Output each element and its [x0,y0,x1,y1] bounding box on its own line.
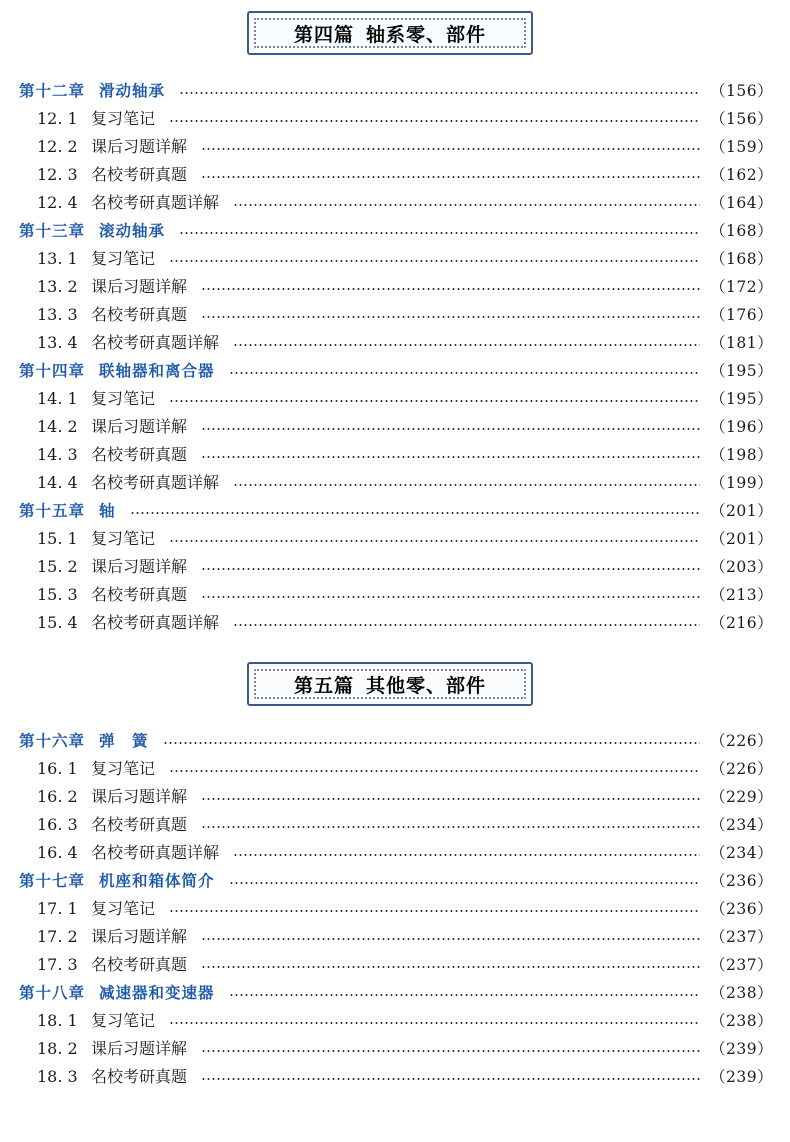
entry-page-number: （226） [710,732,774,750]
dot-leader [169,540,700,542]
entry-page-number: （172） [710,278,774,296]
entry-title: 名校考研真题 [91,585,188,604]
toc-chapter-entry[interactable] [0,867,790,895]
entry-title: 名校考研真题详解 [91,193,220,212]
entry-page-number: （201） [710,502,774,520]
dot-leader [201,568,700,570]
entry-title: 复习笔记 [91,1011,156,1030]
entry-title: 滑动轴承 [99,82,166,100]
dot-leader [201,148,700,150]
entry-number: 13. 4 [37,333,78,352]
entry-title: 弹 簧 [99,732,149,750]
toc-section-entry[interactable] [0,1035,790,1063]
entry-number: 14. 3 [37,445,78,464]
entry-title: 复习笔记 [91,529,156,548]
entry-number: 第十五章 [19,502,86,520]
entry-title: 名校考研真题 [91,445,188,464]
entry-number: 18. 1 [37,1011,78,1030]
entry-title: 课后习题详解 [91,787,188,806]
entry-number: 12. 2 [37,137,78,156]
entry-page-number: （156） [710,82,774,100]
entry-number: 14. 1 [37,389,78,408]
entry-number: 16. 4 [37,843,78,862]
entry-page-number: （168） [710,250,774,268]
entry-page-number: （168） [710,222,774,240]
dot-leader [229,372,700,374]
entry-page-number: （239） [710,1040,774,1058]
part-number: 第五篇 [293,674,354,697]
entry-title: 课后习题详解 [91,417,188,436]
toc-section-entry[interactable] [0,301,790,329]
dot-leader [201,798,700,800]
entry-number: 15. 3 [37,585,78,604]
dot-leader [169,1022,700,1024]
dot-leader [201,316,700,318]
entry-number: 13. 3 [37,305,78,324]
dot-leader [229,994,700,996]
entry-page-number: （201） [710,530,774,548]
entry-number: 15. 2 [37,557,78,576]
toc-section-entry[interactable] [0,609,790,637]
entry-title: 联轴器和离合器 [99,362,215,380]
entry-number: 12. 4 [37,193,78,212]
part-heading-4 [247,11,533,55]
entry-title: 复习笔记 [91,109,156,128]
toc-section-entry[interactable] [0,755,790,783]
entry-number: 15. 1 [37,529,78,548]
entry-number: 18. 3 [37,1067,78,1086]
entry-title: 名校考研真题详解 [91,613,220,632]
dot-leader [169,910,700,912]
dot-leader [233,484,700,486]
entry-title: 名校考研真题 [91,815,188,834]
entry-title: 复习笔记 [91,899,156,918]
toc-section-entry[interactable] [0,525,790,553]
entry-page-number: （181） [710,334,774,352]
entry-page-number: （164） [710,194,774,212]
dot-leader [229,882,700,884]
entry-page-number: （162） [710,166,774,184]
entry-title: 名校考研真题 [91,955,188,974]
toc-section-entry[interactable] [0,133,790,161]
part-heading-title [249,664,531,704]
entry-title: 复习笔记 [91,249,156,268]
toc-section-entry[interactable] [0,189,790,217]
entry-number: 16. 2 [37,787,78,806]
entry-number: 第十六章 [19,732,86,750]
entry-page-number: （236） [710,872,774,890]
dot-leader [233,344,700,346]
toc-section-entry[interactable] [0,895,790,923]
entry-title: 名校考研真题 [91,305,188,324]
entry-page-number: （236） [710,900,774,918]
entry-page-number: （237） [710,956,774,974]
entry-page-number: （234） [710,816,774,834]
toc-chapter-entry[interactable] [0,979,790,1007]
dot-leader [179,232,700,234]
toc-part-5 [0,727,790,1091]
entry-page-number: （238） [710,984,774,1002]
part-name: 轴系零、部件 [366,23,487,46]
entry-page-number: （213） [710,586,774,604]
dot-leader [163,742,700,744]
toc-chapter-entry[interactable] [0,77,790,105]
entry-page-number: （159） [710,138,774,156]
toc-section-entry[interactable] [0,783,790,811]
entry-page-number: （203） [710,558,774,576]
dot-leader [179,92,700,94]
toc-section-entry[interactable] [0,553,790,581]
entry-title: 轴 [99,502,116,520]
dot-leader [233,854,700,856]
toc-section-entry[interactable] [0,273,790,301]
dot-leader [201,1050,700,1052]
entry-title: 课后习题详解 [91,927,188,946]
entry-title: 名校考研真题 [91,1067,188,1086]
toc-section-entry[interactable] [0,161,790,189]
entry-number: 13. 2 [37,277,78,296]
dot-leader [169,400,700,402]
entry-page-number: （239） [710,1068,774,1086]
entry-number: 17. 3 [37,955,78,974]
entry-title: 课后习题详解 [91,557,188,576]
entry-title: 名校考研真题详解 [91,843,220,862]
dot-leader [201,826,700,828]
entry-number: 13. 1 [37,249,78,268]
entry-page-number: （196） [710,418,774,436]
entry-number: 14. 4 [37,473,78,492]
entry-number: 第十三章 [19,222,86,240]
dot-leader [201,288,700,290]
part-heading-5 [247,662,533,706]
entry-number: 14. 2 [37,417,78,436]
dot-leader [201,596,700,598]
entry-page-number: （237） [710,928,774,946]
entry-page-number: （199） [710,474,774,492]
entry-number: 16. 3 [37,815,78,834]
entry-page-number: （238） [710,1012,774,1030]
toc-section-entry[interactable] [0,811,790,839]
entry-title: 名校考研真题详解 [91,473,220,492]
entry-title: 名校考研真题 [91,165,188,184]
entry-page-number: （195） [710,390,774,408]
entry-title: 机座和箱体简介 [99,872,215,890]
entry-page-number: （198） [710,446,774,464]
dot-leader [201,428,700,430]
toc-part-4 [0,77,790,637]
entry-title: 滚动轴承 [99,222,166,240]
toc-chapter-entry[interactable] [0,357,790,385]
entry-number: 17. 2 [37,927,78,946]
dot-leader [201,938,700,940]
toc-section-entry[interactable] [0,245,790,273]
dot-leader [130,512,700,514]
entry-page-number: （176） [710,306,774,324]
toc-chapter-entry[interactable] [0,727,790,755]
toc-chapter-entry[interactable] [0,217,790,245]
entry-title: 课后习题详解 [91,277,188,296]
dot-leader [169,120,700,122]
entry-number: 18. 2 [37,1039,78,1058]
entry-title: 减速器和变速器 [99,984,215,1002]
dot-leader [201,1078,700,1080]
toc-section-entry[interactable] [0,923,790,951]
toc-section-entry[interactable] [0,469,790,497]
dot-leader [201,456,700,458]
entry-title: 名校考研真题详解 [91,333,220,352]
dot-leader [233,624,700,626]
entry-number: 第十七章 [19,872,86,890]
toc-section-entry[interactable] [0,441,790,469]
entry-number: 第十八章 [19,984,86,1002]
toc-chapter-entry[interactable] [0,497,790,525]
toc-section-entry[interactable] [0,1007,790,1035]
entry-title: 课后习题详解 [91,1039,188,1058]
toc-section-entry[interactable] [0,1063,790,1091]
dot-leader [169,770,700,772]
entry-title: 课后习题详解 [91,137,188,156]
dot-leader [169,260,700,262]
dot-leader [201,966,700,968]
part-number: 第四篇 [293,23,354,46]
entry-page-number: （226） [710,760,774,778]
dot-leader [201,176,700,178]
entry-number: 17. 1 [37,899,78,918]
toc-section-entry[interactable] [0,413,790,441]
entry-number: 12. 3 [37,165,78,184]
entry-number: 15. 4 [37,613,78,632]
toc-section-entry[interactable] [0,385,790,413]
entry-page-number: （195） [710,362,774,380]
entry-page-number: （156） [710,110,774,128]
entry-number: 12. 1 [37,109,78,128]
toc-section-entry[interactable] [0,329,790,357]
entry-title: 复习笔记 [91,389,156,408]
entry-number: 16. 1 [37,759,78,778]
dot-leader [233,204,700,206]
entry-page-number: （234） [710,844,774,862]
entry-number: 第十二章 [19,82,86,100]
entry-page-number: （229） [710,788,774,806]
toc-section-entry[interactable] [0,951,790,979]
toc-section-entry[interactable] [0,105,790,133]
part-name: 其他零、部件 [366,674,487,697]
toc-section-entry[interactable] [0,581,790,609]
entry-number: 第十四章 [19,362,86,380]
entry-title: 复习笔记 [91,759,156,778]
toc-section-entry[interactable] [0,839,790,867]
part-heading-title [249,13,531,53]
entry-page-number: （216） [710,614,774,632]
